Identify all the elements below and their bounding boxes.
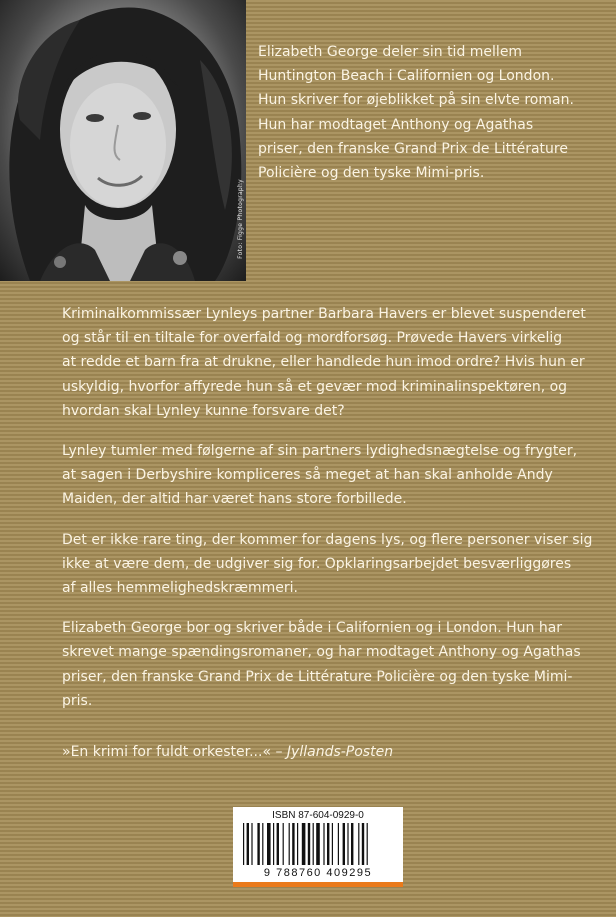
- price-stripe: [233, 882, 403, 887]
- blurb-paragraph-1: [62, 302, 602, 423]
- blurb-paragraph-4: [62, 616, 602, 713]
- quote-text: »En krimi for fuldt orkester...« –: [62, 744, 287, 760]
- barcode-bar: [343, 823, 345, 865]
- barcode-bar: [338, 823, 339, 865]
- blurb-line: priser, den franske Grand Prix de Littérature Policière og den tyske Mimi-: [62, 668, 573, 685]
- barcode-bar: [358, 823, 359, 865]
- photo-credit: Foto: Figge Photography: [237, 179, 244, 259]
- author-bio: [258, 40, 608, 185]
- blurb-line: skrevet mange spændingsromaner, og har modtaget Anthony og Agathas: [62, 644, 581, 661]
- blurb-paragraph-3: [62, 528, 602, 601]
- blurb-line: ikke at være dem, de udgiver sig for. Opklaringsarbejdet besværliggøres: [62, 555, 572, 572]
- author-photo: [0, 0, 246, 281]
- barcode-bar: [351, 823, 353, 865]
- blurb-line: Maiden, der altid har været hans store forbillede.: [62, 491, 407, 508]
- blurb-line: Det er ikke rare ting, der kommer for dagens lys, og flere personer viser sig: [62, 531, 593, 548]
- bio-line: Hun har modtaget Anthony og Agathas: [258, 116, 534, 133]
- blurb-line: uskyldig, hvorfor affyrede hun så et gevær mod kriminalinspektøren, og: [62, 378, 568, 395]
- blurb-line: pris.: [62, 692, 93, 709]
- blurb-line: at sagen i Derbyshire kompliceres så meget at han skal anholde Andy: [62, 467, 553, 484]
- barcode-bar: [292, 823, 294, 865]
- barcode-bar: [327, 823, 329, 865]
- blurb-line: Lynley tumler med følgerne af sin partners lydighedsnægtelse og frygter,: [62, 443, 578, 460]
- press-quote: [62, 742, 582, 762]
- barcode-bar: [273, 823, 274, 865]
- barcode-bar: [251, 823, 252, 865]
- bio-line: Hun skriver for øjeblikket på sin elvte roman.: [258, 92, 574, 109]
- barcode-bar: [362, 823, 364, 865]
- barcode-bar: [332, 823, 333, 865]
- barcode-bar: [257, 823, 259, 865]
- barcode-bar: [313, 823, 314, 865]
- author-portrait-drawing: [0, 0, 246, 281]
- barcode-bar: [277, 823, 279, 865]
- blurb-line: af alles hemmelighedskræmmeri.: [62, 580, 298, 597]
- barcode-bar: [262, 823, 263, 865]
- bio-line: Huntington Beach i Californien og London.: [258, 68, 555, 85]
- book-blurb: [62, 302, 602, 729]
- blurb-line: at redde et barn fra at drukne, eller handlede hun imod ordre? Hvis hun er: [62, 354, 585, 371]
- barcode-bar: [323, 823, 324, 865]
- isbn-text: ISBN 87-604-0929-0: [272, 810, 364, 821]
- barcode-bar: [367, 823, 368, 865]
- ean-number: 9 788760 409295: [263, 867, 373, 879]
- barcode-bar: [347, 823, 348, 865]
- barcode-label: [233, 807, 403, 883]
- bio-line: Policière og den tyske Mimi-pris.: [258, 165, 485, 182]
- barcode-bar: [243, 823, 244, 865]
- barcode-bar: [297, 823, 298, 865]
- barcode-bar: [267, 823, 271, 865]
- barcode-bars: [241, 823, 395, 865]
- barcode-bar: [308, 823, 310, 865]
- barcode-bar: [302, 823, 306, 865]
- barcode-bar: [289, 823, 290, 865]
- blurb-line: hvordan skal Lynley kunne forsvare det?: [62, 402, 345, 419]
- bio-line: Elizabeth George deler sin tid mellem: [258, 44, 523, 60]
- barcode-bar: [316, 823, 320, 865]
- blurb-paragraph-2: [62, 439, 602, 512]
- barcode-bar: [283, 823, 284, 865]
- quote-source: Jyllands-Posten: [286, 744, 394, 760]
- barcode-bar: [247, 823, 249, 865]
- blurb-line: og står til en tiltale for overfald og mordforsøg. Prøvede Havers virkelig: [62, 330, 563, 347]
- blurb-line: Kriminalkommissær Lynleys partner Barbara Havers er blevet suspenderet: [62, 306, 586, 322]
- bio-line: priser, den franske Grand Prix de Littérature: [258, 140, 568, 157]
- blurb-line: Elizabeth George bor og skriver både i Californien og i London. Hun har: [62, 620, 563, 637]
